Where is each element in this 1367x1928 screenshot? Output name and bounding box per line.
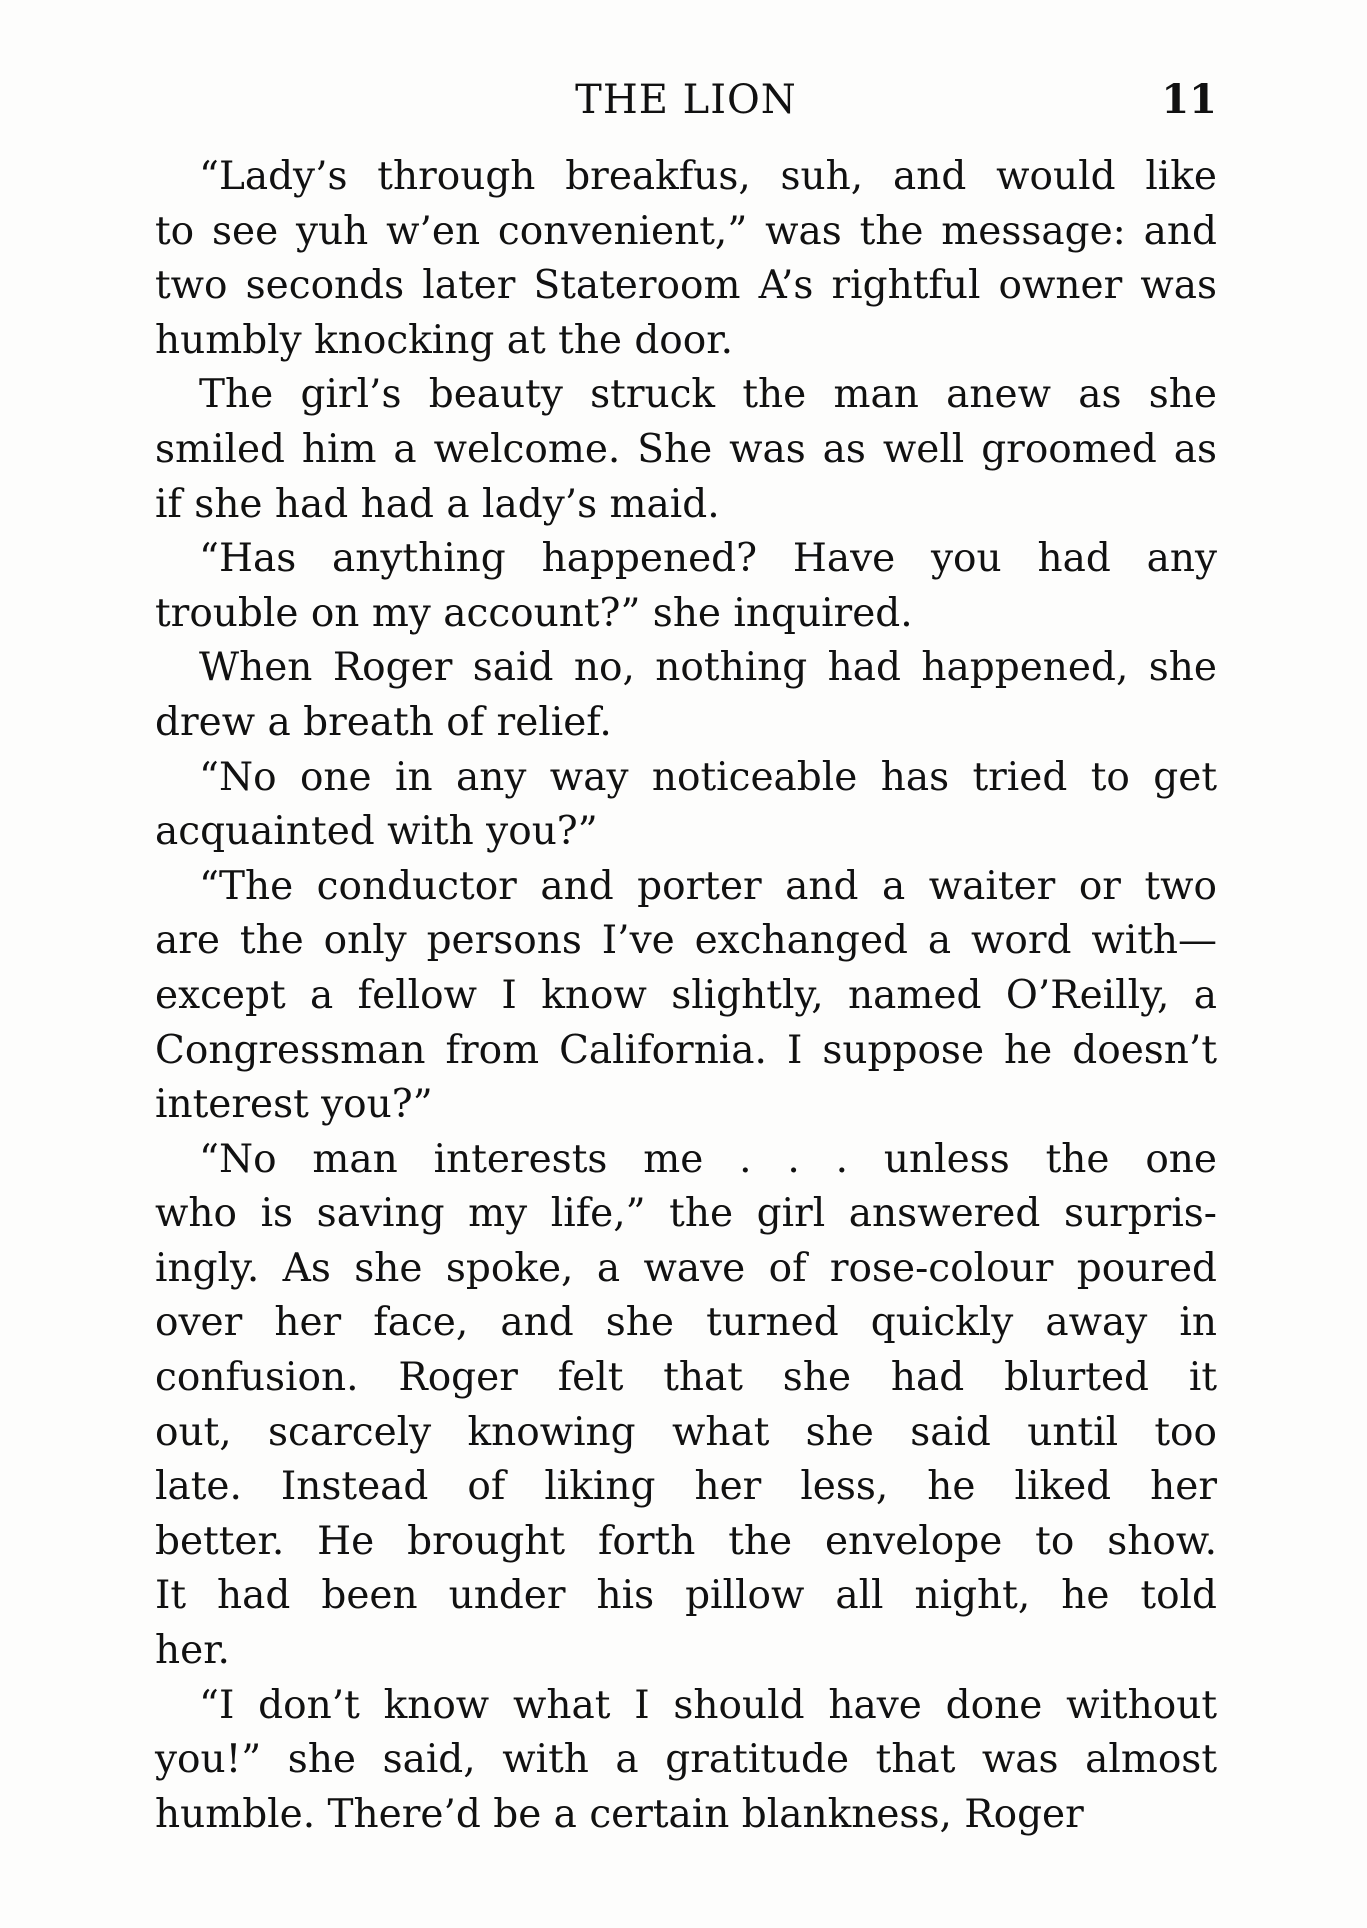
text-line: humble. There’d be a certain blankness, Roger xyxy=(155,1791,1084,1837)
text-line: who is saving my life,” the girl answered surpris- xyxy=(155,1191,1217,1237)
paragraph xyxy=(155,150,1217,368)
text-line: out, scarcely knowing what she said until too xyxy=(155,1409,1217,1455)
text-line: drew a breath of relief. xyxy=(155,699,612,745)
text-line: are the only persons I’ve exchanged a word with— xyxy=(155,918,1217,964)
text-line: confusion. Roger felt that she had blurted it xyxy=(155,1355,1217,1401)
text-line: The girl’s beauty struck the man anew as she xyxy=(199,372,1217,418)
text-line: When Roger said no, nothing had happened, she xyxy=(199,645,1217,691)
text-line: smiled him a welcome. She was as well groomed as xyxy=(155,426,1217,472)
text-line: late. Instead of liking her less, he liked her xyxy=(155,1464,1217,1510)
page-number: 11 xyxy=(1161,76,1217,123)
text-line: trouble on my account?” she inquired. xyxy=(155,590,913,636)
paragraph xyxy=(155,1679,1217,1843)
text-line: if she had had a lady’s maid. xyxy=(155,481,720,527)
body-text xyxy=(155,150,1217,1842)
text-line: “I don’t know what I should have done without xyxy=(199,1682,1217,1728)
text-line: ingly. As she spoke, a wave of rose-colour poured xyxy=(155,1245,1217,1291)
text-line: two seconds later Stateroom A’s rightful owner was xyxy=(155,263,1217,309)
text-line: to see yuh w’en convenient,” was the message: and xyxy=(155,208,1217,254)
text-line: “No man interests me . . . unless the one xyxy=(199,1136,1217,1182)
text-line: humbly knocking at the door. xyxy=(155,317,734,363)
text-line: “Lady’s through breakfus, suh, and would like xyxy=(199,154,1217,199)
text-line: “Has anything happened? Have you had any xyxy=(199,536,1217,582)
text-line: “The conductor and porter and a waiter or two xyxy=(199,863,1217,909)
text-line: over her face, and she turned quickly away in xyxy=(155,1300,1217,1346)
text-line: interest you?” xyxy=(155,1082,433,1128)
paragraph xyxy=(155,641,1217,750)
text-line: except a fellow I know slightly, named O’Reilly, a xyxy=(155,972,1217,1018)
text-line: you!” she said, with a gratitude that was almost xyxy=(155,1737,1217,1783)
text-line: “No one in any way noticeable has tried to get xyxy=(199,754,1217,800)
running-head xyxy=(155,72,1217,132)
paragraph xyxy=(155,860,1217,1133)
text-line: acquainted with you?” xyxy=(155,809,598,855)
paragraph xyxy=(155,751,1217,860)
text-line: her. xyxy=(155,1628,230,1674)
paragraph xyxy=(155,1133,1217,1679)
text-line: It had been under his pillow all night, he told xyxy=(155,1573,1217,1619)
paragraph xyxy=(155,532,1217,641)
text-line: Congressman from California. I suppose he doesn’t xyxy=(155,1027,1217,1073)
running-title: THE LION xyxy=(575,77,797,123)
paragraph xyxy=(155,368,1217,532)
text-line: better. He brought forth the envelope to show. xyxy=(155,1518,1217,1564)
